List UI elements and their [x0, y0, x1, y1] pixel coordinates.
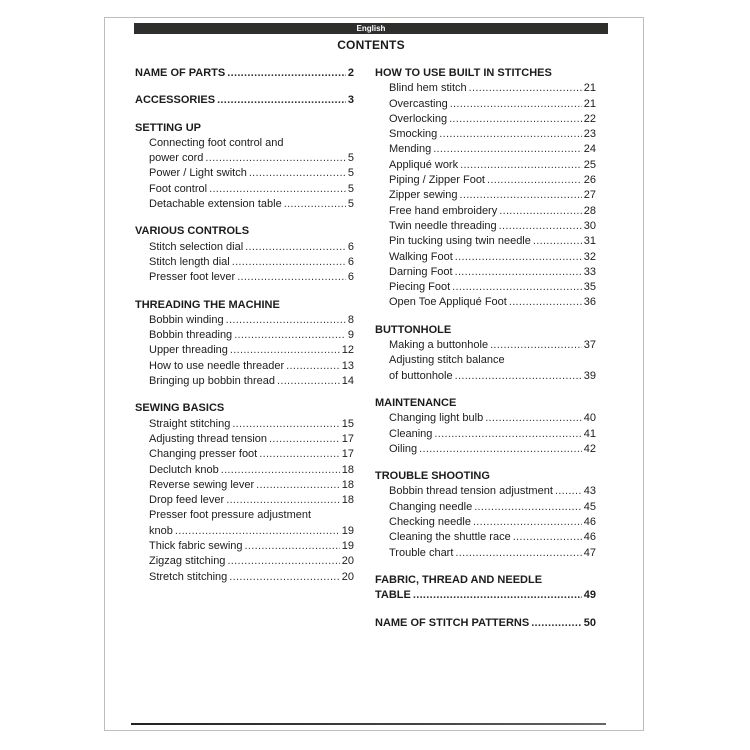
- toc-entry[interactable]: [375, 142, 596, 157]
- entry-label: Blind hem stitch: [389, 82, 467, 95]
- toc-entry[interactable]: [375, 442, 596, 457]
- dot-leader: [455, 250, 582, 265]
- entry-page-number: 30: [583, 219, 596, 232]
- entry-label: Free hand embroidery: [389, 204, 498, 217]
- entry-label-line1: FABRIC, THREAD AND NEEDLE: [375, 573, 543, 586]
- entry-label: Upper threading: [149, 344, 228, 357]
- entry-page-number: 23: [583, 128, 596, 141]
- toc-entry[interactable]: [135, 343, 354, 358]
- entry-page-number: 47: [583, 546, 596, 559]
- page-title: CONTENTS: [337, 38, 405, 52]
- entry-label: NAME OF PARTS: [135, 67, 226, 79]
- toc-entry[interactable]: [375, 219, 596, 234]
- entry-label: NAME OF STITCH PATTERNS: [375, 616, 530, 629]
- dot-leader: [229, 570, 339, 585]
- toc-entry[interactable]: [135, 554, 354, 569]
- spacer: [135, 109, 354, 121]
- entry-label: Changing presser foot: [149, 448, 258, 461]
- entry-label: Oiling: [389, 442, 418, 455]
- toc-entry[interactable]: [375, 112, 596, 127]
- entry-page-number: 21: [583, 82, 596, 95]
- entry-page-number: 15: [341, 417, 354, 430]
- entry-page-number: 5: [347, 198, 354, 211]
- entry-page-number: 46: [583, 531, 596, 544]
- entry-label: power cord: [149, 152, 204, 165]
- spacer: [375, 384, 596, 396]
- dot-leader: [413, 588, 582, 603]
- entry-label: Zipper sewing: [389, 189, 458, 202]
- toc-entry[interactable]: [375, 250, 596, 265]
- entry-label: Bobbin winding: [149, 313, 224, 326]
- entry-page-number: 3: [347, 94, 354, 107]
- dot-leader: [237, 270, 346, 285]
- language-label: English: [356, 24, 386, 33]
- entry-page-number: 40: [583, 412, 596, 425]
- entry-page-number: 8: [347, 313, 354, 326]
- entry-page-number: 6: [347, 255, 354, 268]
- entry-page-number: 19: [341, 524, 354, 537]
- toc-entry[interactable]: [135, 478, 354, 493]
- toc-entry[interactable]: [375, 97, 596, 112]
- entry-page-number: 18: [341, 463, 354, 476]
- entry-label: TABLE: [375, 589, 411, 602]
- entry-label: Thick fabric sewing: [149, 540, 243, 553]
- entry-page-number: 50: [583, 616, 596, 629]
- toc-entry[interactable]: [375, 188, 596, 203]
- dot-leader: [499, 204, 582, 219]
- toc-entry[interactable]: [135, 66, 354, 81]
- entry-label: Declutch knob: [149, 463, 219, 476]
- entry-page-number: 5: [347, 152, 354, 165]
- entry-label: Smocking: [389, 128, 438, 141]
- toc-entry[interactable]: [375, 204, 596, 219]
- entry-page-number: 45: [583, 500, 596, 513]
- entry-page-number: 42: [583, 442, 596, 455]
- toc-entry[interactable]: [135, 313, 354, 328]
- entry-page-number: 2: [347, 67, 354, 79]
- entry-label: knob: [149, 524, 173, 537]
- entry-page-number: 46: [583, 516, 596, 529]
- dot-leader: [234, 328, 346, 343]
- entry-label: Cleaning: [389, 427, 433, 440]
- entry-label: Stitch selection dial: [149, 240, 244, 253]
- dot-leader: [434, 427, 581, 442]
- entry-page-number: 49: [583, 589, 596, 602]
- dot-leader: [245, 240, 346, 255]
- entry-page-number: 9: [347, 329, 354, 342]
- spacer: [375, 561, 596, 573]
- entry-page-number: 6: [347, 271, 354, 284]
- entry-page-number: 35: [583, 281, 596, 294]
- entry-label-line1: Connecting foot control and: [149, 136, 284, 149]
- entry-page-number: 5: [347, 182, 354, 195]
- toc-entry[interactable]: [135, 182, 354, 197]
- footer-rule: [131, 723, 606, 725]
- section-heading: BUTTONHOLE: [375, 323, 452, 336]
- toc-entry[interactable]: [375, 411, 596, 426]
- dot-leader: [284, 197, 346, 212]
- toc-left-column: [135, 66, 354, 585]
- entry-page-number: 43: [583, 485, 596, 498]
- toc-entry[interactable]: [375, 484, 596, 499]
- spacer: [135, 389, 354, 401]
- entry-page-number: 18: [341, 478, 354, 491]
- toc-entry[interactable]: [135, 255, 354, 270]
- toc-entry[interactable]: [135, 524, 354, 539]
- entry-page-number: 39: [583, 369, 596, 382]
- section-heading: TROUBLE SHOOTING: [375, 470, 490, 483]
- entry-label-line1: Presser foot pressure adjustment: [149, 509, 312, 522]
- entry-label: Piping / Zipper Foot: [389, 174, 485, 187]
- entry-label: Foot control: [149, 182, 208, 195]
- entry-label: Changing light bulb: [389, 412, 484, 425]
- dot-leader: [227, 554, 339, 569]
- entry-label: Trouble chart: [389, 546, 454, 559]
- section-heading: THREADING THE MACHINE: [135, 298, 280, 311]
- spacer: [375, 457, 596, 469]
- entry-label: How to use needle threader: [149, 359, 285, 372]
- toc-entry[interactable]: [375, 234, 596, 249]
- entry-label: Piecing Foot: [389, 281, 451, 294]
- dot-leader: [433, 142, 582, 157]
- dot-leader: [205, 151, 345, 166]
- dot-leader: [221, 463, 340, 478]
- toc-entry[interactable]: [135, 270, 354, 285]
- entry-label: Making a buttonhole: [389, 339, 489, 352]
- dot-leader: [513, 530, 582, 545]
- entry-label: Open Toe Appliqué Foot: [389, 296, 507, 309]
- spacer: [135, 212, 354, 224]
- spacer: [135, 286, 354, 298]
- entry-label: Cleaning the shuttle race: [389, 531, 511, 544]
- dot-leader: [490, 338, 582, 353]
- toc-entry[interactable]: [375, 280, 596, 295]
- entry-page-number: 37: [583, 339, 596, 352]
- dot-leader: [555, 484, 582, 499]
- entry-label-line1: Adjusting stitch balance: [389, 354, 505, 367]
- entry-page-number: 20: [341, 570, 354, 583]
- dot-leader: [226, 313, 346, 328]
- entry-label: ACCESSORIES: [135, 94, 216, 107]
- entry-label: Zigzag stitching: [149, 555, 226, 568]
- section-heading: HOW TO USE BUILT IN STITCHES: [375, 67, 552, 79]
- toc-entry[interactable]: [375, 515, 596, 530]
- dot-leader: [277, 374, 340, 389]
- entry-page-number: 25: [583, 158, 596, 171]
- toc-entry[interactable]: [135, 570, 354, 585]
- toc-entry[interactable]: [135, 432, 354, 447]
- dot-leader: [460, 158, 582, 173]
- entry-page-number: 28: [583, 204, 596, 217]
- entry-label: Darning Foot: [389, 265, 453, 278]
- entry-label: Changing needle: [389, 500, 473, 513]
- toc-entry[interactable]: [375, 81, 596, 96]
- section-heading: SEWING BASICS: [135, 402, 225, 415]
- entry-page-number: 17: [341, 432, 354, 445]
- entry-label: Drop feed lever: [149, 494, 225, 507]
- dot-leader: [286, 359, 340, 374]
- entry-label: Reverse sewing lever: [149, 478, 255, 491]
- entry-label: Power / Light switch: [149, 167, 247, 180]
- entry-page-number: 27: [583, 189, 596, 202]
- entry-label: Adjusting thread tension: [149, 432, 268, 445]
- entry-page-number: 14: [341, 375, 354, 388]
- entry-page-number: 22: [583, 112, 596, 125]
- entry-label: Bobbin threading: [149, 329, 233, 342]
- entry-page-number: 17: [341, 448, 354, 461]
- entry-page-number: 13: [341, 359, 354, 372]
- toc-entry[interactable]: [135, 374, 354, 389]
- toc-entry[interactable]: [375, 173, 596, 188]
- dot-leader: [230, 343, 340, 358]
- dot-leader: [485, 411, 582, 426]
- entry-label: Bringing up bobbin thread: [149, 375, 275, 388]
- toc-entry[interactable]: [375, 530, 596, 545]
- section-heading: MAINTENANCE: [375, 396, 457, 409]
- dot-leader: [452, 280, 582, 295]
- dot-leader: [256, 478, 340, 493]
- entry-label: Appliqué work: [389, 158, 459, 171]
- entry-label: Bobbin thread tension adjustment: [389, 485, 553, 498]
- dot-leader: [509, 295, 582, 310]
- entry-label: Stitch length dial: [149, 255, 230, 268]
- dot-leader: [487, 173, 582, 188]
- entry-label: Twin needle threading: [389, 219, 497, 232]
- dot-leader: [249, 166, 346, 181]
- toc-entry[interactable]: [135, 151, 354, 166]
- toc-entry[interactable]: [375, 338, 596, 353]
- toc-entry[interactable]: [135, 166, 354, 181]
- dot-leader: [419, 442, 582, 457]
- dot-leader: [269, 432, 340, 447]
- entry-label: Presser foot lever: [149, 271, 236, 284]
- dot-leader: [226, 493, 340, 508]
- entry-label: Checking needle: [389, 516, 471, 529]
- toc-entry[interactable]: [375, 427, 596, 442]
- dot-leader: [450, 97, 582, 112]
- entry-label: Mending: [389, 143, 432, 156]
- dot-leader: [455, 369, 582, 384]
- spacer: [375, 311, 596, 323]
- section-heading: SETTING UP: [135, 121, 202, 134]
- toc-entry[interactable]: [135, 359, 354, 374]
- dot-leader: [259, 447, 340, 462]
- entry-page-number: 18: [341, 494, 354, 507]
- entry-label: Walking Foot: [389, 250, 453, 263]
- dot-leader: [473, 515, 582, 530]
- dot-leader: [533, 234, 582, 249]
- entry-page-number: 31: [583, 235, 596, 248]
- toc-entry[interactable]: [135, 93, 354, 108]
- dot-leader: [499, 219, 582, 234]
- entry-page-number: 41: [583, 427, 596, 440]
- entry-page-number: 33: [583, 265, 596, 278]
- entry-page-number: 21: [583, 97, 596, 110]
- toc-right-column: [375, 66, 596, 631]
- dot-leader: [209, 182, 346, 197]
- dot-leader: [439, 127, 581, 142]
- dot-leader: [217, 93, 346, 108]
- toc-entry[interactable]: [375, 588, 596, 603]
- entry-page-number: 20: [341, 555, 354, 568]
- dot-leader: [469, 81, 582, 96]
- toc-entry[interactable]: [135, 240, 354, 255]
- dot-leader: [455, 546, 581, 561]
- dot-leader: [245, 539, 340, 554]
- dot-leader: [232, 255, 346, 270]
- dot-leader: [175, 524, 340, 539]
- spacer: [375, 604, 596, 616]
- section-heading: VARIOUS CONTROLS: [135, 225, 250, 238]
- toc-entry[interactable]: [375, 546, 596, 561]
- toc-entry[interactable]: [135, 328, 354, 343]
- toc-entry[interactable]: [375, 500, 596, 515]
- spacer: [135, 81, 354, 93]
- entry-label: Overlocking: [389, 112, 448, 125]
- toc-entry[interactable]: [375, 295, 596, 310]
- entry-page-number: 26: [583, 174, 596, 187]
- toc-entry[interactable]: [135, 493, 354, 508]
- entry-label: Detachable extension table: [149, 198, 282, 211]
- toc-entry[interactable]: [135, 539, 354, 554]
- dot-leader: [474, 500, 582, 515]
- language-bar: [134, 23, 608, 34]
- entry-page-number: 19: [341, 540, 354, 553]
- dot-leader: [531, 616, 582, 631]
- entry-label: of buttonhole: [389, 369, 453, 382]
- entry-label: Overcasting: [389, 97, 448, 110]
- toc-entry[interactable]: [135, 447, 354, 462]
- toc-entry[interactable]: [135, 197, 354, 212]
- dot-leader: [449, 112, 582, 127]
- entry-page-number: 12: [341, 344, 354, 357]
- entry-label: Straight stitching: [149, 417, 231, 430]
- dot-leader: [455, 265, 582, 280]
- dot-leader: [459, 188, 581, 203]
- toc-entry[interactable]: [375, 158, 596, 173]
- entry-page-number: 6: [347, 240, 354, 253]
- toc-entry[interactable]: [135, 417, 354, 432]
- toc-entry[interactable]: [135, 463, 354, 478]
- entry-page-number: 32: [583, 250, 596, 263]
- entry-page-number: 5: [347, 167, 354, 180]
- toc-entry[interactable]: [375, 616, 596, 631]
- entry-label: Pin tucking using twin needle: [389, 235, 531, 248]
- entry-page-number: 36: [583, 296, 596, 309]
- entry-page-number: 24: [583, 143, 596, 156]
- toc-entry[interactable]: [375, 369, 596, 384]
- dot-leader: [232, 417, 339, 432]
- toc-entry[interactable]: [375, 127, 596, 142]
- toc-entry[interactable]: [375, 265, 596, 280]
- entry-label: Stretch stitching: [149, 570, 228, 583]
- dot-leader: [227, 66, 346, 81]
